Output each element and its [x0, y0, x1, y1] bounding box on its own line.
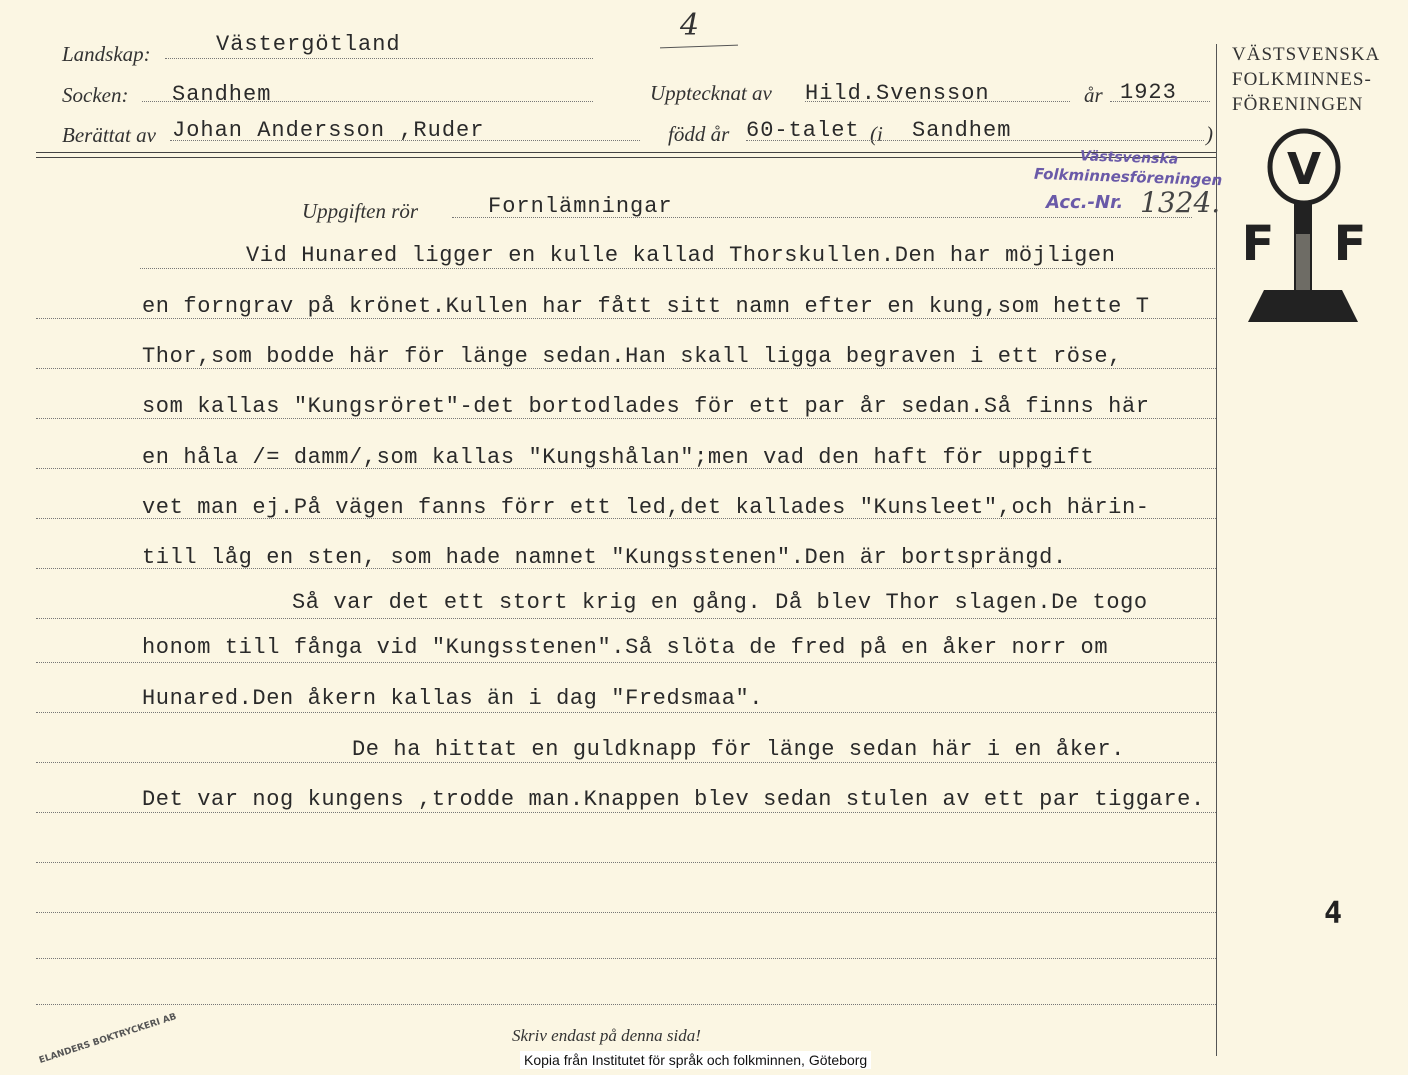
- body-line: som kallas "Kungsröret"-det bortodlades för ett par år sedan.Så finns här: [142, 394, 1150, 419]
- body-line: Hunared.Den åkern kallas än i dag "Fredsmaa".: [142, 686, 764, 711]
- ruled-line: [36, 958, 1216, 959]
- logo-letter-f-right: F: [1333, 216, 1367, 272]
- ruled-line: [36, 912, 1216, 913]
- ar-dotline: [1110, 101, 1210, 102]
- subject-dotline: [452, 217, 1192, 218]
- uppteck-label: Upptecknat av: [650, 81, 772, 105]
- logo-letter-v: V: [1286, 144, 1322, 195]
- stamp-line-1: Västsvenska: [1079, 148, 1179, 168]
- body-line: en håla /= damm/,som kallas "Kungshålan";men vad den haft för uppgift: [142, 445, 1095, 470]
- organization-name: [1232, 42, 1380, 117]
- ruled-line: [140, 268, 1215, 269]
- landskap-dotline: [165, 58, 593, 59]
- body-line: till låg en sten, som hade namnet "Kungsstenen".Den är bortsprängd.: [142, 545, 1067, 570]
- org-line-3: FÖRENINGEN: [1232, 94, 1364, 115]
- header-rule-bottom: [36, 157, 1216, 158]
- ruled-line: [36, 1004, 1216, 1005]
- header-rule-top: [36, 152, 1216, 153]
- ruled-line: [36, 862, 1216, 863]
- body-line: De ha hittat en guldknapp för länge sedan här i en åker.: [352, 737, 1125, 762]
- ar-value: 1923: [1120, 80, 1177, 105]
- uppteck-value: Hild.Svensson: [805, 81, 990, 106]
- org-line-2: FOLKMINNES-: [1232, 69, 1372, 90]
- ruled-line: [36, 662, 1216, 663]
- stamp-line-2: Folkminnesföreningen: [1033, 164, 1223, 190]
- body-line: en forngrav på krönet.Kullen har fått sitt namn efter en kung,som hette T: [142, 294, 1150, 319]
- handwritten-underline: [660, 45, 738, 49]
- ruled-line: [36, 712, 1216, 713]
- ar-label: år: [1084, 83, 1103, 107]
- fodd-dotline: [746, 140, 1204, 141]
- copy-notice: Kopia från Institutet för språk och folkminnen, Göteborg: [520, 1051, 871, 1069]
- fodd-label: född år: [668, 122, 730, 146]
- landskap-label: Landskap:: [62, 42, 151, 66]
- ruled-line: [36, 618, 1216, 619]
- ruled-line: [36, 812, 1216, 813]
- landskap-value: Västergötland: [216, 32, 401, 57]
- page-number: 4: [1324, 896, 1343, 931]
- socken-label: Socken:: [62, 83, 129, 107]
- vff-logo-icon: [1234, 122, 1374, 342]
- close-paren: ): [1206, 122, 1213, 146]
- uppteck-dotline: [805, 101, 1070, 102]
- body-line: Thor,som bodde här för länge sedan.Han skall ligga begraven i ett röse,: [142, 344, 1122, 369]
- subject-value: Fornlämningar: [488, 194, 673, 219]
- body-line: honom till fånga vid "Kungsstenen".Så slöta de fred på en åker norr om: [142, 635, 1109, 660]
- berattat-dotline: [170, 140, 640, 141]
- socken-value: Sandhem: [172, 82, 272, 107]
- body-line: vet man ej.På vägen fanns förr ett led,det kallades "Kunsleet",och härin-: [142, 495, 1150, 520]
- body-line: Vid Hunared ligger en kulle kallad Thorskullen.Den har möjligen: [246, 243, 1116, 268]
- logo-hammer-head: [1248, 290, 1358, 322]
- berattat-value: Johan Andersson ,Ruder: [172, 118, 485, 143]
- stamp-acc-value: 1324.: [1140, 186, 1221, 219]
- printer-mark: ELANDERS BOKTRYCKERI AB: [37, 1012, 178, 1066]
- stamp-acc-label: Acc.-Nr.: [1046, 192, 1124, 213]
- fodd-value: 60-talet: [746, 118, 860, 143]
- subject-label: Uppgiften rör: [302, 199, 419, 223]
- body-line: Det var nog kungens ,trodde man.Knappen blev sedan stulen av ett par tiggare.: [142, 787, 1205, 812]
- footer-instruction: Skriv endast på denna sida!: [512, 1026, 701, 1045]
- body-line: Så var det ett stort krig en gång. Då blev Thor slagen.De togo: [292, 590, 1148, 615]
- handwritten-page-number: 4: [680, 8, 700, 43]
- socken-dotline: [142, 101, 593, 102]
- ruled-line: [36, 762, 1216, 763]
- org-line-1: VÄSTSVENSKA: [1232, 44, 1381, 65]
- berattat-label: Berättat av: [62, 123, 156, 147]
- i-value: Sandhem: [912, 118, 1012, 143]
- i-label: (i: [870, 122, 883, 146]
- logo-letter-f-left: F: [1241, 216, 1275, 272]
